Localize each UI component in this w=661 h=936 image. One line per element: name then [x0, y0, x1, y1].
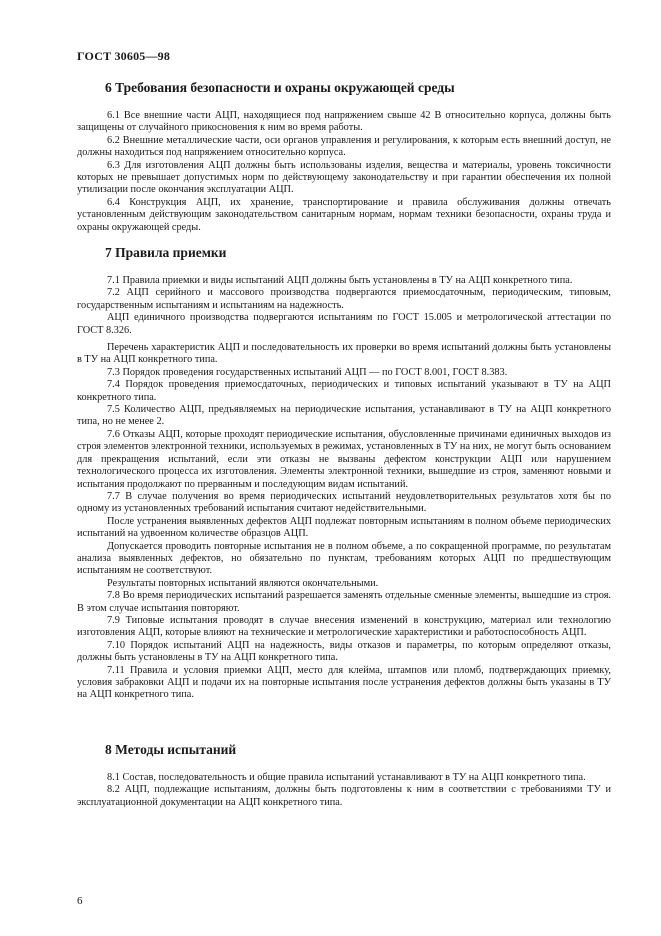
section-body — [77, 772, 611, 809]
document-header: ГОСТ 30605—98 — [77, 49, 171, 63]
paragraph: 7.2 АЦП серийного и массового производства подвергаются приемосдаточным, периодическим, типовым, государственным испытаниям и испытаниям на надежность. — [77, 287, 611, 311]
paragraph: 7.5 Количество АЦП, предъявляемых на периодические испытания, устанавливают в ТУ на АЦП конкретного типа, но не менее 2. — [77, 404, 611, 428]
paragraph: 7.10 Порядок испытаний АЦП на надежность, виды отказов и параметры, по которым определяют отказы, должны быть установлены в ТУ на АЦП конкретного типа. — [77, 639, 611, 664]
section-title: 7 Правила приемки — [105, 245, 227, 260]
paragraph: 6.4 Конструкция АЦП, их хранение, транспортирование и правила обслуживания должны отвечать установленным действующим законодательством санитарным нормам, нормам техники безопасности, охраны труда и охраны окружающей среды. — [77, 196, 611, 233]
page-number: 6 — [77, 895, 83, 907]
section-body — [77, 275, 611, 702]
paragraph: 7.9 Типовые испытания проводят в случае внесения изменений в конструкцию, материал или технологию изготовления АЦП, которые влияют на технические и метрологические характеристики и работоспособность АЦП. — [77, 614, 611, 639]
paragraph: Результаты повторных испытаний являются окончательными. — [107, 577, 379, 589]
paragraph: После устранения выявленных дефектов АЦП подлежат повторным испытаниям в полном объеме периодических испытаний на удвоенном количестве образцов АЦП. — [77, 515, 611, 540]
section-body — [77, 110, 611, 234]
paragraph: 6.2 Внешние металлические части, оси органов управления и регулирования, к которым есть внешний доступ, не должны находиться под напряжением относительно корпуса. — [77, 134, 611, 159]
paragraph: 6.3 Для изготовления АЦП должны быть использованы изделия, вещества и материалы, уровень токсичности которых не превышает допустимых норм по действующему законодательству и при гарантии обеспечения их полной утилизации после окончания эксплуатации АЦП. — [77, 159, 611, 196]
paragraph: АЦП единичного производства подвергаются испытаниям по ГОСТ 15.005 и метрологической аттестации по ГОСТ 8.326. — [77, 312, 611, 336]
paragraph: 7.11 Правила и условия приемки АЦП, место для клейма, штампов или пломб, подтверждающих приемку, условия забраковки АЦП и подачи их на повторные испытания после устранения дефектов должны быть указаны в ТУ на АЦП конкретного типа. — [77, 664, 611, 701]
paragraph: 7.6 Отказы АЦП, которые проходят периодические испытания, обусловленные причинами единичных выходов из строя элементов электронной техники, используемых в режимах, установленных в ТУ на них, не могут быть основанием для прекращения испытаний, если эти отказы не вызваны дефектом конструкции АЦП или нарушением технологического процесса их изготовления. Элементы электронной техники, вышедшие из строя, заменяют новыми и испытания продолжают по прерванным и последующим видам испытаний. — [77, 428, 611, 490]
section-title: 8 Методы испытаний — [105, 742, 237, 757]
paragraph: 6.1 Все внешние части АЦП, находящиеся под напряжением свыше 42 В относительно корпуса, должны быть защищены от случайного прикосновения к ним во время работы. — [77, 110, 611, 134]
paragraph: 8.2 АЦП, подлежащие испытаниям, должны быть подготовлены к ним в соответствии с требованиями ТУ и эксплуатационной документации на АЦП конкретного типа. — [77, 784, 611, 808]
section-7 — [77, 245, 611, 702]
paragraph: 7.4 Порядок проведения приемосдаточных, периодических и типовых испытаний указывают в ТУ на АЦП конкретного типа. — [77, 379, 611, 403]
section-6 — [77, 80, 611, 234]
section-title: 6 Требования безопасности и охраны окружающей среды — [105, 80, 455, 95]
paragraph: 7.3 Порядок проведения государственных испытаний АЦП — по ГОСТ 8.001, ГОСТ 8.383. — [107, 366, 508, 378]
paragraph: 8.1 Состав, последовательность и общие правила испытаний устанавливают в ТУ на АЦП конкретного типа. — [107, 772, 586, 783]
paragraph: 7.1 Правила приемки и виды испытаний АЦП должны быть установлены в ТУ на АЦП конкретного типа. — [107, 275, 573, 286]
paragraph: Перечень характеристик АЦП и последовательность их проверки во время испытаний должны быть установлены в ТУ на АЦП конкретного типа. — [77, 342, 611, 366]
paragraph: 7.8 Во время периодических испытаний разрешается заменять отдельные сменные элементы, вышедшие из строя. В этом случае испытания повторяют. — [77, 590, 611, 614]
section-8 — [77, 742, 611, 809]
paragraph: Допускается проводить повторные испытания не в полном объеме, а по сокращенной программе, по результатам анализа выявленных дефектов, но обязательно по пунктам, требованиям которых АЦП по предшествующим испытаниям не соответствуют. — [77, 540, 611, 577]
paragraph: 7.7 В случае получения во время периодических испытаний неудовлетворительных результатов хотя бы по одному из установленных требований испытания считают недействительными. — [77, 490, 611, 515]
